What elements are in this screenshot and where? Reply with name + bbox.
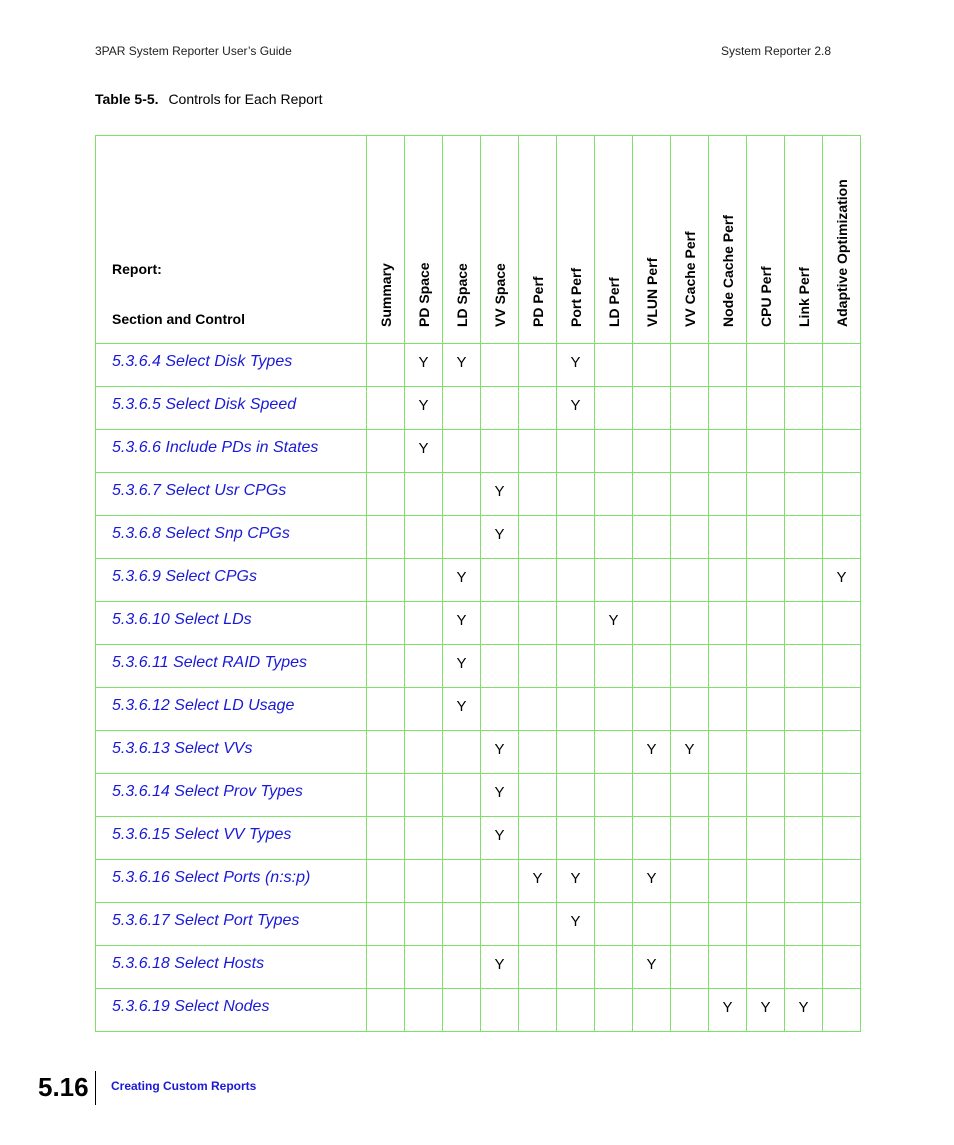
table-cell [443, 516, 481, 559]
column-header-label: Summary [377, 263, 394, 327]
table-row [96, 387, 861, 430]
table-cell [519, 903, 557, 946]
table-cell [823, 645, 861, 688]
table-cell [747, 817, 785, 860]
table-cell [709, 516, 747, 559]
table-cell [747, 731, 785, 774]
table-cell [519, 989, 557, 1032]
column-header [747, 136, 785, 344]
table-row [96, 774, 861, 817]
table-cell [671, 817, 709, 860]
table-cell [633, 774, 671, 817]
table-cell [595, 731, 633, 774]
table-cell [785, 344, 823, 387]
table-cell [633, 387, 671, 430]
table-cell [785, 774, 823, 817]
table-cell [595, 946, 633, 989]
table-cell [747, 516, 785, 559]
table-row [96, 731, 861, 774]
table-cell [823, 688, 861, 731]
column-header [595, 136, 633, 344]
table-cell [823, 903, 861, 946]
section-link[interactable]: 5.3.6.17 Select Port Types [96, 903, 367, 946]
table-cell [519, 602, 557, 645]
section-link[interactable]: 5.3.6.10 Select LDs [96, 602, 367, 645]
table-cell [405, 731, 443, 774]
table-cell [519, 946, 557, 989]
table-cell [709, 903, 747, 946]
table-cell: Y [557, 344, 595, 387]
table-cell [595, 473, 633, 516]
table-cell [557, 946, 595, 989]
table-cell: Y [671, 731, 709, 774]
table-cell [519, 645, 557, 688]
table-cell: Y [405, 430, 443, 473]
table-cell [823, 602, 861, 645]
table-cell [557, 989, 595, 1032]
table-row [96, 559, 861, 602]
column-header [519, 136, 557, 344]
table-cell: Y [823, 559, 861, 602]
section-link[interactable]: 5.3.6.16 Select Ports (n:s:p) [96, 860, 367, 903]
table-cell [671, 946, 709, 989]
table-row [96, 645, 861, 688]
table-cell [367, 430, 405, 473]
table-cell [785, 645, 823, 688]
column-header [481, 136, 519, 344]
table-cell [633, 817, 671, 860]
corner-report-label: Report: [112, 261, 162, 277]
table-cell [633, 989, 671, 1032]
table-cell [367, 387, 405, 430]
table-cell [709, 731, 747, 774]
table-cell [405, 817, 443, 860]
table-cell [785, 602, 823, 645]
table-row [96, 516, 861, 559]
table-cell [405, 602, 443, 645]
table-cell [519, 559, 557, 602]
column-header [443, 136, 481, 344]
table-cell [785, 903, 823, 946]
table-cell [747, 645, 785, 688]
table-caption-text: Controls for Each Report [168, 91, 323, 107]
column-header-label: LD Perf [605, 277, 622, 327]
table-cell [671, 774, 709, 817]
table-cell [367, 989, 405, 1032]
table-cell [747, 387, 785, 430]
table-cell [481, 903, 519, 946]
table-cell: Y [481, 516, 519, 559]
table-cell [823, 430, 861, 473]
table-cell [747, 559, 785, 602]
table-cell [747, 430, 785, 473]
table-cell [557, 774, 595, 817]
table-cell: Y [443, 344, 481, 387]
column-header-label: Node Cache Perf [719, 214, 736, 327]
table-cell [519, 688, 557, 731]
table-cell [747, 860, 785, 903]
table-cell [595, 645, 633, 688]
table-row [96, 989, 861, 1032]
table-cell [595, 903, 633, 946]
table-cell [367, 559, 405, 602]
column-header-label: Link Perf [795, 267, 812, 327]
table-cell [633, 645, 671, 688]
column-header-label: LD Space [453, 263, 470, 327]
table-cell [443, 731, 481, 774]
table-cell [785, 387, 823, 430]
table-cell [747, 602, 785, 645]
section-link[interactable]: 5.3.6.4 Select Disk Types [96, 344, 367, 387]
table-cell [557, 731, 595, 774]
table-cell [481, 430, 519, 473]
table-cell [709, 344, 747, 387]
table-cell [405, 473, 443, 516]
table-cell [443, 774, 481, 817]
table-cell [405, 989, 443, 1032]
table-cell [709, 645, 747, 688]
table-cell [443, 430, 481, 473]
section-link[interactable]: 5.3.6.14 Select Prov Types [96, 774, 367, 817]
section-link[interactable]: 5.3.6.19 Select Nodes [96, 989, 367, 1032]
column-header [557, 136, 595, 344]
table-cell [785, 430, 823, 473]
table-cell: Y [557, 903, 595, 946]
table-cell [633, 559, 671, 602]
table-cell [633, 430, 671, 473]
table-cell [367, 731, 405, 774]
table-cell [443, 989, 481, 1032]
table-cell [367, 817, 405, 860]
table-corner-header [96, 136, 367, 344]
table-cell: Y [405, 344, 443, 387]
corner-section-label: Section and Control [112, 311, 245, 327]
table-cell [595, 860, 633, 903]
table-cell [481, 559, 519, 602]
table-cell [481, 860, 519, 903]
table-cell [557, 688, 595, 731]
table-cell [747, 344, 785, 387]
table-cell: Y [633, 731, 671, 774]
column-header-label: PD Space [415, 262, 432, 327]
table-cell [671, 430, 709, 473]
table-cell: Y [481, 946, 519, 989]
table-cell [823, 946, 861, 989]
table-cell [557, 559, 595, 602]
table-cell [823, 344, 861, 387]
section-link[interactable]: 5.3.6.15 Select VV Types [96, 817, 367, 860]
table-cell [709, 387, 747, 430]
table-row [96, 473, 861, 516]
table-cell [671, 903, 709, 946]
table-cell [557, 645, 595, 688]
table-cell: Y [405, 387, 443, 430]
footer-divider [95, 1071, 96, 1105]
table-cell [367, 473, 405, 516]
table-cell [557, 473, 595, 516]
table-cell [519, 387, 557, 430]
table-cell [405, 688, 443, 731]
table-cell [367, 688, 405, 731]
table-cell: Y [481, 817, 519, 860]
table-cell [367, 602, 405, 645]
table-cell [519, 344, 557, 387]
table-cell [823, 817, 861, 860]
table-cell [709, 559, 747, 602]
table-cell [519, 817, 557, 860]
table-cell: Y [557, 860, 595, 903]
table-cell [823, 731, 861, 774]
table-cell [405, 774, 443, 817]
table-row [96, 430, 861, 473]
table-cell [367, 344, 405, 387]
table-cell [633, 344, 671, 387]
table-cell [519, 430, 557, 473]
table-cell [481, 602, 519, 645]
table-cell [709, 860, 747, 903]
table-cell [747, 688, 785, 731]
table-cell [405, 516, 443, 559]
table-row [96, 946, 861, 989]
column-header-label: Adaptive Optimization [833, 179, 850, 327]
table-cell [595, 774, 633, 817]
table-cell [481, 344, 519, 387]
table-cell [633, 473, 671, 516]
table-cell [671, 473, 709, 516]
table-caption-label: Table 5-5. [95, 91, 159, 107]
table-cell [709, 946, 747, 989]
section-link[interactable]: 5.3.6.11 Select RAID Types [96, 645, 367, 688]
table-cell [633, 903, 671, 946]
table-cell [747, 774, 785, 817]
column-header [633, 136, 671, 344]
table-cell [443, 946, 481, 989]
column-header [785, 136, 823, 344]
table-row [96, 688, 861, 731]
table-cell [785, 688, 823, 731]
section-link[interactable]: 5.3.6.5 Select Disk Speed [96, 387, 367, 430]
table-cell [595, 516, 633, 559]
table-cell [595, 989, 633, 1032]
table-cell: Y [747, 989, 785, 1032]
column-header-label: VV Cache Perf [681, 231, 698, 327]
table-cell [709, 774, 747, 817]
table-body [96, 344, 861, 1032]
column-header [671, 136, 709, 344]
table-cell: Y [519, 860, 557, 903]
table-cell [823, 473, 861, 516]
table-row [96, 817, 861, 860]
table-cell [405, 946, 443, 989]
table-cell: Y [443, 688, 481, 731]
column-header [823, 136, 861, 344]
table-cell [709, 688, 747, 731]
column-header-label: PD Perf [529, 276, 546, 327]
table-cell [595, 688, 633, 731]
table-cell [519, 774, 557, 817]
table-row [96, 344, 861, 387]
table-cell [481, 645, 519, 688]
section-link[interactable]: 5.3.6.7 Select Usr CPGs [96, 473, 367, 516]
table-cell [557, 516, 595, 559]
column-header-label: Port Perf [567, 267, 584, 327]
table-cell: Y [481, 473, 519, 516]
table-cell: Y [443, 602, 481, 645]
table-cell [557, 430, 595, 473]
running-header-version: System Reporter 2.8 [720, 44, 831, 58]
table-cell [367, 516, 405, 559]
table-cell [785, 817, 823, 860]
table-cell [633, 688, 671, 731]
table-cell [671, 688, 709, 731]
table-cell: Y [481, 774, 519, 817]
table-cell [595, 559, 633, 602]
table-cell [519, 516, 557, 559]
table-cell [709, 602, 747, 645]
table-cell [367, 645, 405, 688]
table-cell [443, 473, 481, 516]
table-cell [671, 989, 709, 1032]
table-cell [633, 602, 671, 645]
table-cell: Y [595, 602, 633, 645]
table-cell: Y [443, 645, 481, 688]
table-cell [481, 688, 519, 731]
table-cell [823, 774, 861, 817]
column-header-label: VLUN Perf [643, 257, 660, 327]
table-cell [747, 946, 785, 989]
table-cell [823, 989, 861, 1032]
table-cell [443, 903, 481, 946]
table-cell [595, 430, 633, 473]
table-row [96, 602, 861, 645]
table-cell [443, 817, 481, 860]
table-cell [671, 344, 709, 387]
table-cell [443, 387, 481, 430]
table-cell: Y [633, 860, 671, 903]
table-cell [367, 903, 405, 946]
table-cell [557, 602, 595, 645]
table-header-row [96, 136, 861, 344]
table-cell: Y [709, 989, 747, 1032]
column-header [709, 136, 747, 344]
section-link[interactable]: 5.3.6.13 Select VVs [96, 731, 367, 774]
table-cell [633, 516, 671, 559]
table-cell [747, 903, 785, 946]
table-cell [595, 387, 633, 430]
table-cell: Y [785, 989, 823, 1032]
section-link[interactable]: 5.3.6.8 Select Snp CPGs [96, 516, 367, 559]
table-cell [823, 516, 861, 559]
running-header-title: 3PAR System Reporter User’s Guide [95, 44, 292, 58]
column-header [405, 136, 443, 344]
table-cell [671, 516, 709, 559]
table-cell [823, 860, 861, 903]
table-cell [367, 946, 405, 989]
table-cell [671, 645, 709, 688]
table-cell [405, 860, 443, 903]
section-link[interactable]: 5.3.6.12 Select LD Usage [96, 688, 367, 731]
column-header [367, 136, 405, 344]
table-cell [519, 473, 557, 516]
table-cell [443, 860, 481, 903]
table-row [96, 860, 861, 903]
table-cell [519, 731, 557, 774]
table-cell [367, 774, 405, 817]
column-header-label: VV Space [491, 263, 508, 327]
table-cell [785, 516, 823, 559]
table-cell [481, 387, 519, 430]
table-cell [785, 559, 823, 602]
table-cell [595, 344, 633, 387]
table-cell [709, 817, 747, 860]
table-caption [95, 91, 323, 107]
table-cell [709, 430, 747, 473]
section-link[interactable]: 5.3.6.9 Select CPGs [96, 559, 367, 602]
table-cell: Y [443, 559, 481, 602]
table-cell [823, 387, 861, 430]
table-cell [405, 645, 443, 688]
table-cell [595, 817, 633, 860]
table-cell [367, 860, 405, 903]
page-number: 5.16 [38, 1072, 89, 1102]
table-cell [405, 559, 443, 602]
table-cell [709, 473, 747, 516]
section-link[interactable]: 5.3.6.18 Select Hosts [96, 946, 367, 989]
controls-table [95, 135, 861, 1032]
column-header-label: CPU Perf [757, 266, 774, 327]
footer-chapter-link[interactable]: Creating Custom Reports [111, 1079, 257, 1093]
table-cell [671, 387, 709, 430]
table-cell [785, 946, 823, 989]
table-cell [785, 860, 823, 903]
table-cell [785, 731, 823, 774]
table-cell: Y [481, 731, 519, 774]
table-cell [785, 473, 823, 516]
table-cell: Y [633, 946, 671, 989]
table-cell [747, 473, 785, 516]
table-cell [481, 989, 519, 1032]
section-link[interactable]: 5.3.6.6 Include PDs in States [96, 430, 367, 473]
table-cell [557, 817, 595, 860]
table-row [96, 903, 861, 946]
table-cell [405, 903, 443, 946]
table-cell [671, 860, 709, 903]
table-cell [671, 559, 709, 602]
table-cell: Y [557, 387, 595, 430]
table-cell [671, 602, 709, 645]
